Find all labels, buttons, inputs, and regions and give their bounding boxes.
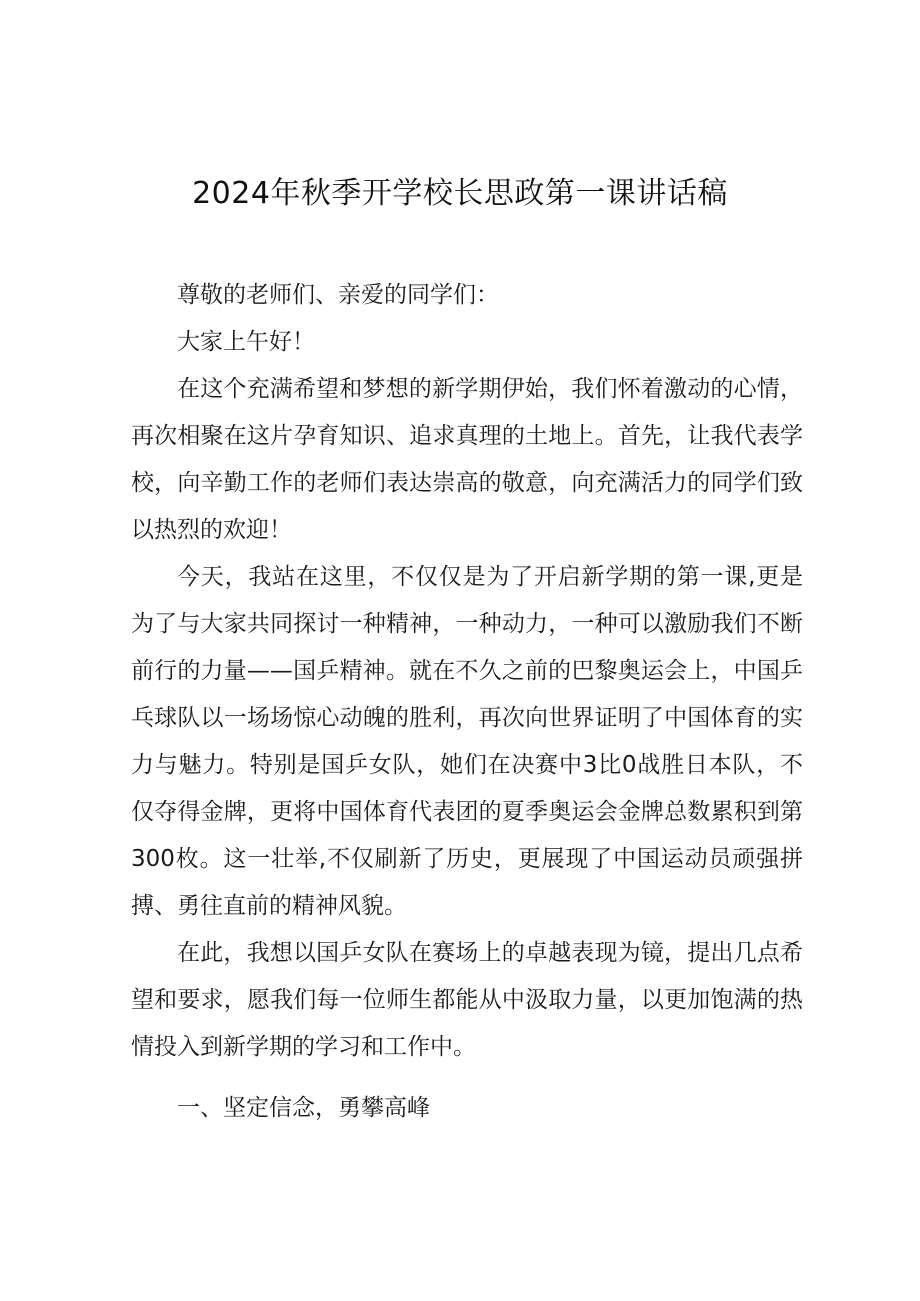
document-body	[131, 272, 803, 1132]
paragraph-opening: 在这个充满希望和梦想的新学期伊始，我们怀着激动的心情，再次相聚在这片孕育知识、追求真理的土地上。首先，让我代表学校，向辛勤工作的老师们表达崇高的敬意，向充满活力的同学们致以热烈的欢迎！	[131, 376, 803, 543]
section-heading: 一、坚定信念，勇攀高峰	[177, 1095, 430, 1121]
salutation: 尊敬的老师们、亲爱的同学们：	[177, 282, 499, 308]
document-title: 2024年秋季开学校长思政第一课讲话稿	[192, 176, 728, 211]
paragraph-table-tennis-spirit: 今天，我站在这里，不仅仅是为了开启新学期的第一课,更是为了与大家共同探讨一种精神，一种动力，一种可以激励我们不断前行的力量——国乒精神。就在不久之前的巴黎奥运会上，中国乒乓球队以一场场惊心动魄的胜利，再次向世界证明了中国体育的实力与魅力。特别是国乒女队，她们在决赛中3比0战胜日本队，不仅夺得金牌，更将中国体育代表团的夏季奥运会金牌总数累积到第300枚。这一壮举,不仅刷新了历史，更展现了中国运动员顽强拼搏、勇往直前的精神风貌。	[131, 564, 803, 919]
greeting: 大家上午好！	[177, 329, 315, 355]
paragraph-expectations: 在此，我想以国乒女队在赛场上的卓越表现为镜，提出几点希望和要求，愿我们每一位师生都能从中汲取力量，以更加饱满的热情投入到新学期的学习和工作中。	[131, 940, 803, 1060]
